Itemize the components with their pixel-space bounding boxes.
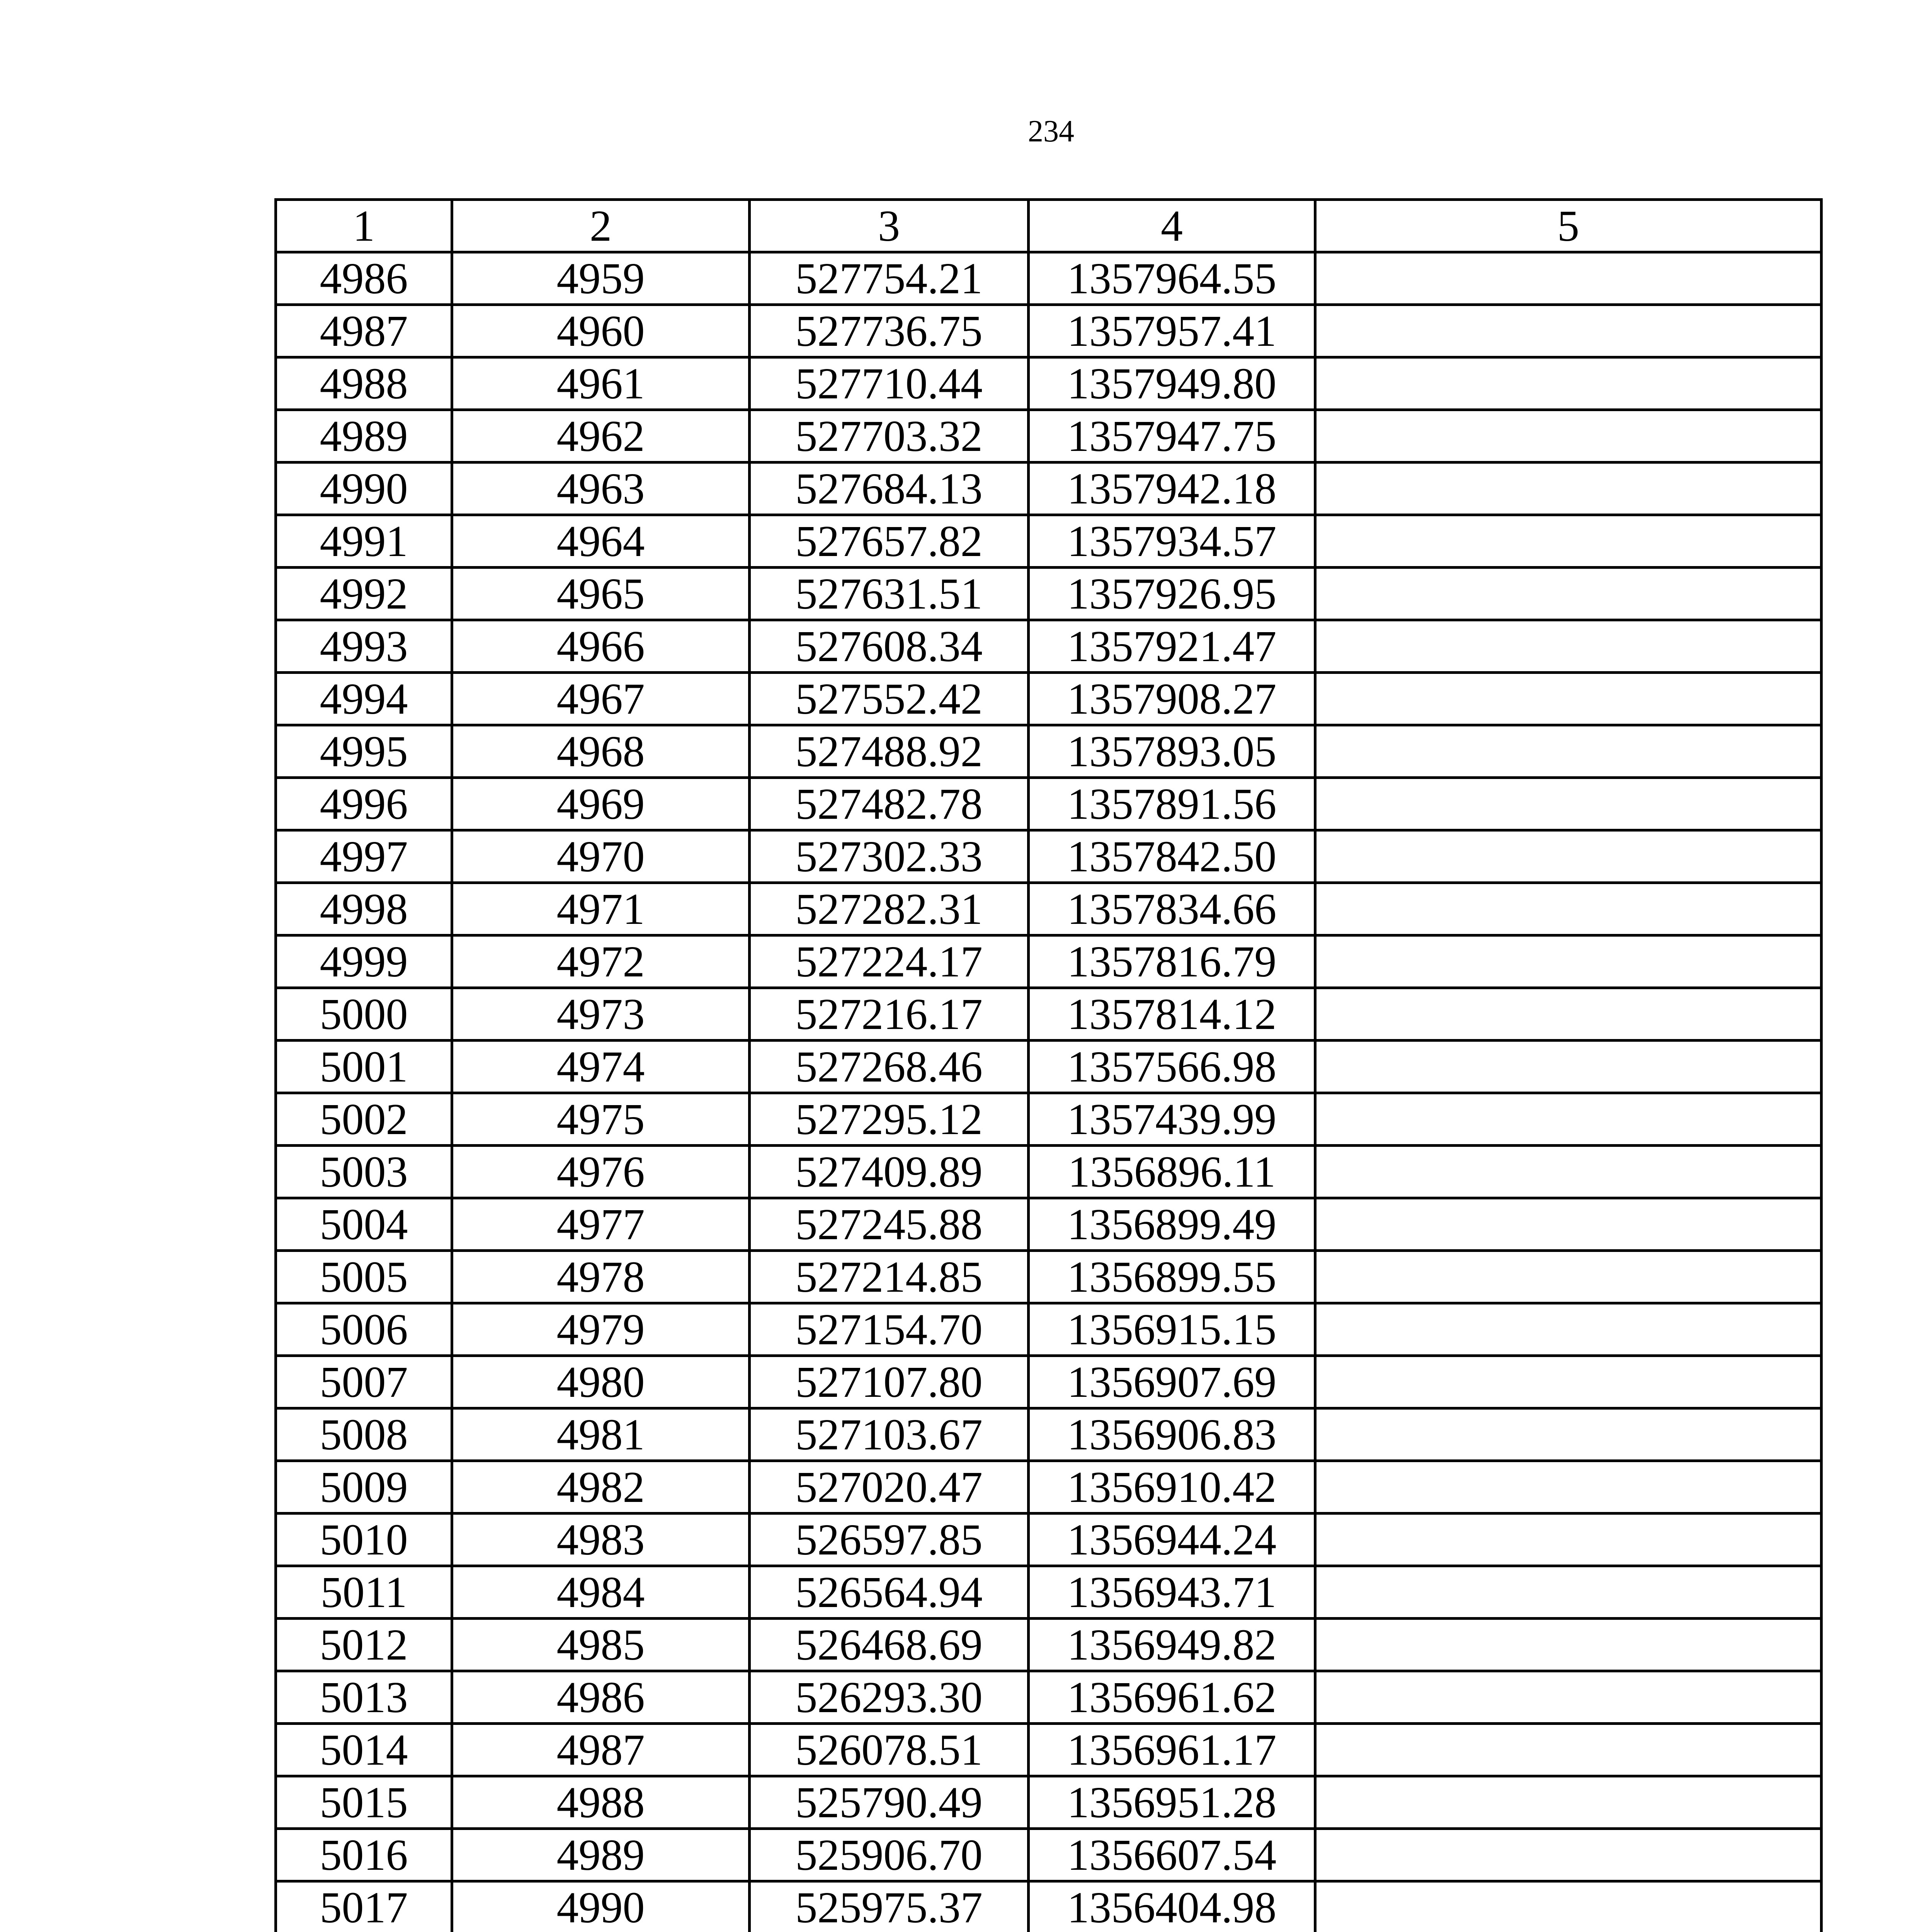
- header-cell-1: 1: [276, 200, 452, 252]
- point-number-cell: 4977: [452, 1198, 750, 1251]
- table-row: [276, 935, 1822, 988]
- note-cell: [1315, 1251, 1822, 1303]
- table-row: [276, 1461, 1822, 1514]
- point-number-cell: 4985: [452, 1619, 750, 1671]
- note-cell: [1315, 988, 1822, 1041]
- point-number-cell: 4978: [452, 1251, 750, 1303]
- note-cell: [1315, 1514, 1822, 1566]
- note-cell: [1315, 778, 1822, 830]
- y-coordinate-cell: 1357439.99: [1029, 1093, 1315, 1146]
- table-row: [276, 1776, 1822, 1829]
- row-number-cell: 4992: [276, 568, 452, 620]
- note-cell: [1315, 1093, 1822, 1146]
- point-number-cell: 4984: [452, 1566, 750, 1619]
- y-coordinate-cell: 1356961.17: [1029, 1724, 1315, 1776]
- y-coordinate-cell: 1356899.55: [1029, 1251, 1315, 1303]
- note-cell: [1315, 935, 1822, 988]
- y-coordinate-cell: 1356404.98: [1029, 1881, 1315, 1932]
- row-number-cell: 5008: [276, 1408, 452, 1461]
- x-coordinate-cell: 527302.33: [750, 830, 1029, 883]
- row-number-cell: 5001: [276, 1041, 452, 1093]
- point-number-cell: 4988: [452, 1776, 750, 1829]
- note-cell: [1315, 1461, 1822, 1514]
- row-number-cell: 4996: [276, 778, 452, 830]
- note-cell: [1315, 1724, 1822, 1776]
- note-cell: [1315, 1041, 1822, 1093]
- point-number-cell: 4965: [452, 568, 750, 620]
- header-cell-4: 4: [1029, 200, 1315, 252]
- point-number-cell: 4960: [452, 305, 750, 357]
- row-number-cell: 5015: [276, 1776, 452, 1829]
- x-coordinate-cell: 527295.12: [750, 1093, 1029, 1146]
- point-number-cell: 4959: [452, 252, 750, 305]
- point-number-cell: 4975: [452, 1093, 750, 1146]
- y-coordinate-cell: 1357566.98: [1029, 1041, 1315, 1093]
- table-row: [276, 778, 1822, 830]
- note-cell: [1315, 1146, 1822, 1198]
- table-row: [276, 1881, 1822, 1932]
- x-coordinate-cell: 526078.51: [750, 1724, 1029, 1776]
- y-coordinate-cell: 1356951.28: [1029, 1776, 1315, 1829]
- point-number-cell: 4970: [452, 830, 750, 883]
- note-cell: [1315, 1619, 1822, 1671]
- note-cell: [1315, 1408, 1822, 1461]
- note-cell: [1315, 568, 1822, 620]
- x-coordinate-cell: 527684.13: [750, 463, 1029, 515]
- row-number-cell: 4987: [276, 305, 452, 357]
- row-number-cell: 5012: [276, 1619, 452, 1671]
- row-number-cell: 4986: [276, 252, 452, 305]
- note-cell: [1315, 1671, 1822, 1724]
- row-number-cell: 5000: [276, 988, 452, 1041]
- note-cell: [1315, 883, 1822, 935]
- note-cell: [1315, 1881, 1822, 1932]
- y-coordinate-cell: 1356907.69: [1029, 1356, 1315, 1408]
- x-coordinate-cell: 525906.70: [750, 1829, 1029, 1881]
- point-number-cell: 4983: [452, 1514, 750, 1566]
- note-cell: [1315, 410, 1822, 463]
- header-cell-3: 3: [750, 200, 1029, 252]
- table-row: [276, 830, 1822, 883]
- table-row: [276, 1619, 1822, 1671]
- page-number: 234: [1028, 114, 1074, 148]
- x-coordinate-cell: 527552.42: [750, 673, 1029, 725]
- table-row: [276, 305, 1822, 357]
- row-number-cell: 4994: [276, 673, 452, 725]
- table-row: [276, 1566, 1822, 1619]
- y-coordinate-cell: 1357934.57: [1029, 515, 1315, 568]
- table-row: [276, 1356, 1822, 1408]
- table-row: [276, 620, 1822, 673]
- y-coordinate-cell: 1357908.27: [1029, 673, 1315, 725]
- row-number-cell: 5002: [276, 1093, 452, 1146]
- y-coordinate-cell: 1357834.66: [1029, 883, 1315, 935]
- x-coordinate-cell: 527736.75: [750, 305, 1029, 357]
- note-cell: [1315, 1356, 1822, 1408]
- row-number-cell: 4988: [276, 357, 452, 410]
- x-coordinate-cell: 527224.17: [750, 935, 1029, 988]
- note-cell: [1315, 1776, 1822, 1829]
- row-number-cell: 4993: [276, 620, 452, 673]
- note-cell: [1315, 515, 1822, 568]
- y-coordinate-cell: 1356896.11: [1029, 1146, 1315, 1198]
- x-coordinate-cell: 526468.69: [750, 1619, 1029, 1671]
- table-row: [276, 1671, 1822, 1724]
- table-body: [276, 200, 1822, 1932]
- point-number-cell: 4986: [452, 1671, 750, 1724]
- y-coordinate-cell: 1356944.24: [1029, 1514, 1315, 1566]
- table-row: [276, 988, 1822, 1041]
- row-number-cell: 5003: [276, 1146, 452, 1198]
- point-number-cell: 4982: [452, 1461, 750, 1514]
- row-number-cell: 4999: [276, 935, 452, 988]
- x-coordinate-cell: 527710.44: [750, 357, 1029, 410]
- note-cell: [1315, 725, 1822, 778]
- row-number-cell: 5007: [276, 1356, 452, 1408]
- x-coordinate-cell: 526293.30: [750, 1671, 1029, 1724]
- table-row: [276, 725, 1822, 778]
- x-coordinate-cell: 527216.17: [750, 988, 1029, 1041]
- row-number-cell: 4998: [276, 883, 452, 935]
- note-cell: [1315, 305, 1822, 357]
- point-number-cell: 4981: [452, 1408, 750, 1461]
- row-number-cell: 5009: [276, 1461, 452, 1514]
- point-number-cell: 4971: [452, 883, 750, 935]
- table-row: [276, 1198, 1822, 1251]
- table-row: [276, 568, 1822, 620]
- x-coordinate-cell: 527631.51: [750, 568, 1029, 620]
- note-cell: [1315, 1829, 1822, 1881]
- row-number-cell: 5011: [276, 1566, 452, 1619]
- note-cell: [1315, 620, 1822, 673]
- y-coordinate-cell: 1357942.18: [1029, 463, 1315, 515]
- table-row: [276, 252, 1822, 305]
- point-number-cell: 4969: [452, 778, 750, 830]
- point-number-cell: 4967: [452, 673, 750, 725]
- row-number-cell: 4989: [276, 410, 452, 463]
- x-coordinate-cell: 526597.85: [750, 1514, 1029, 1566]
- row-number-cell: 4991: [276, 515, 452, 568]
- point-number-cell: 4973: [452, 988, 750, 1041]
- row-number-cell: 4995: [276, 725, 452, 778]
- header-cell-5: 5: [1315, 200, 1822, 252]
- row-number-cell: 5013: [276, 1671, 452, 1724]
- point-number-cell: 4966: [452, 620, 750, 673]
- y-coordinate-cell: 1356915.15: [1029, 1303, 1315, 1356]
- point-number-cell: 4980: [452, 1356, 750, 1408]
- point-number-cell: 4987: [452, 1724, 750, 1776]
- x-coordinate-cell: 527282.31: [750, 883, 1029, 935]
- y-coordinate-cell: 1357842.50: [1029, 830, 1315, 883]
- table-row: [276, 1408, 1822, 1461]
- row-number-cell: 5006: [276, 1303, 452, 1356]
- note-cell: [1315, 830, 1822, 883]
- x-coordinate-cell: 527103.67: [750, 1408, 1029, 1461]
- x-coordinate-cell: 527488.92: [750, 725, 1029, 778]
- row-number-cell: 5017: [276, 1881, 452, 1932]
- point-number-cell: 4963: [452, 463, 750, 515]
- y-coordinate-cell: 1356906.83: [1029, 1408, 1315, 1461]
- y-coordinate-cell: 1357926.95: [1029, 568, 1315, 620]
- point-number-cell: 4989: [452, 1829, 750, 1881]
- row-number-cell: 5005: [276, 1251, 452, 1303]
- point-number-cell: 4964: [452, 515, 750, 568]
- note-cell: [1315, 463, 1822, 515]
- row-number-cell: 5010: [276, 1514, 452, 1566]
- y-coordinate-cell: 1357947.75: [1029, 410, 1315, 463]
- x-coordinate-cell: 527608.34: [750, 620, 1029, 673]
- point-number-cell: 4972: [452, 935, 750, 988]
- note-cell: [1315, 673, 1822, 725]
- table-row: [276, 1093, 1822, 1146]
- row-number-cell: 4997: [276, 830, 452, 883]
- point-number-cell: 4976: [452, 1146, 750, 1198]
- table-row: [276, 1829, 1822, 1881]
- x-coordinate-cell: 527657.82: [750, 515, 1029, 568]
- y-coordinate-cell: 1357891.56: [1029, 778, 1315, 830]
- table-row: [276, 515, 1822, 568]
- table-row: [276, 1251, 1822, 1303]
- row-number-cell: 5016: [276, 1829, 452, 1881]
- note-cell: [1315, 1566, 1822, 1619]
- table-header-row: [276, 200, 1822, 252]
- x-coordinate-cell: 525975.37: [750, 1881, 1029, 1932]
- y-coordinate-cell: 1357893.05: [1029, 725, 1315, 778]
- point-number-cell: 4961: [452, 357, 750, 410]
- x-coordinate-cell: 527107.80: [750, 1356, 1029, 1408]
- table-row: [276, 463, 1822, 515]
- y-coordinate-cell: 1356607.54: [1029, 1829, 1315, 1881]
- note-cell: [1315, 252, 1822, 305]
- table-row: [276, 1724, 1822, 1776]
- coordinates-table: [274, 198, 1823, 1932]
- x-coordinate-cell: 527245.88: [750, 1198, 1029, 1251]
- table-row: [276, 357, 1822, 410]
- point-number-cell: 4962: [452, 410, 750, 463]
- y-coordinate-cell: 1356910.42: [1029, 1461, 1315, 1514]
- y-coordinate-cell: 1356949.82: [1029, 1619, 1315, 1671]
- table-row: [276, 1303, 1822, 1356]
- row-number-cell: 5014: [276, 1724, 452, 1776]
- y-coordinate-cell: 1357964.55: [1029, 252, 1315, 305]
- row-number-cell: 4990: [276, 463, 452, 515]
- y-coordinate-cell: 1356899.49: [1029, 1198, 1315, 1251]
- point-number-cell: 4968: [452, 725, 750, 778]
- note-cell: [1315, 357, 1822, 410]
- y-coordinate-cell: 1357957.41: [1029, 305, 1315, 357]
- point-number-cell: 4979: [452, 1303, 750, 1356]
- point-number-cell: 4990: [452, 1881, 750, 1932]
- table-row: [276, 1146, 1822, 1198]
- row-number-cell: 5004: [276, 1198, 452, 1251]
- y-coordinate-cell: 1356961.62: [1029, 1671, 1315, 1724]
- header-cell-2: 2: [452, 200, 750, 252]
- x-coordinate-cell: 527409.89: [750, 1146, 1029, 1198]
- y-coordinate-cell: 1356943.71: [1029, 1566, 1315, 1619]
- note-cell: [1315, 1198, 1822, 1251]
- table-row: [276, 410, 1822, 463]
- x-coordinate-cell: 527154.70: [750, 1303, 1029, 1356]
- x-coordinate-cell: 526564.94: [750, 1566, 1029, 1619]
- y-coordinate-cell: 1357949.80: [1029, 357, 1315, 410]
- x-coordinate-cell: 527268.46: [750, 1041, 1029, 1093]
- note-cell: [1315, 1303, 1822, 1356]
- y-coordinate-cell: 1357921.47: [1029, 620, 1315, 673]
- x-coordinate-cell: 527214.85: [750, 1251, 1029, 1303]
- x-coordinate-cell: 527703.32: [750, 410, 1029, 463]
- table-row: [276, 673, 1822, 725]
- y-coordinate-cell: 1357816.79: [1029, 935, 1315, 988]
- x-coordinate-cell: 527482.78: [750, 778, 1029, 830]
- x-coordinate-cell: 527754.21: [750, 252, 1029, 305]
- table-row: [276, 883, 1822, 935]
- y-coordinate-cell: 1357814.12: [1029, 988, 1315, 1041]
- table-row: [276, 1041, 1822, 1093]
- x-coordinate-cell: 525790.49: [750, 1776, 1029, 1829]
- table-row: [276, 1514, 1822, 1566]
- point-number-cell: 4974: [452, 1041, 750, 1093]
- x-coordinate-cell: 527020.47: [750, 1461, 1029, 1514]
